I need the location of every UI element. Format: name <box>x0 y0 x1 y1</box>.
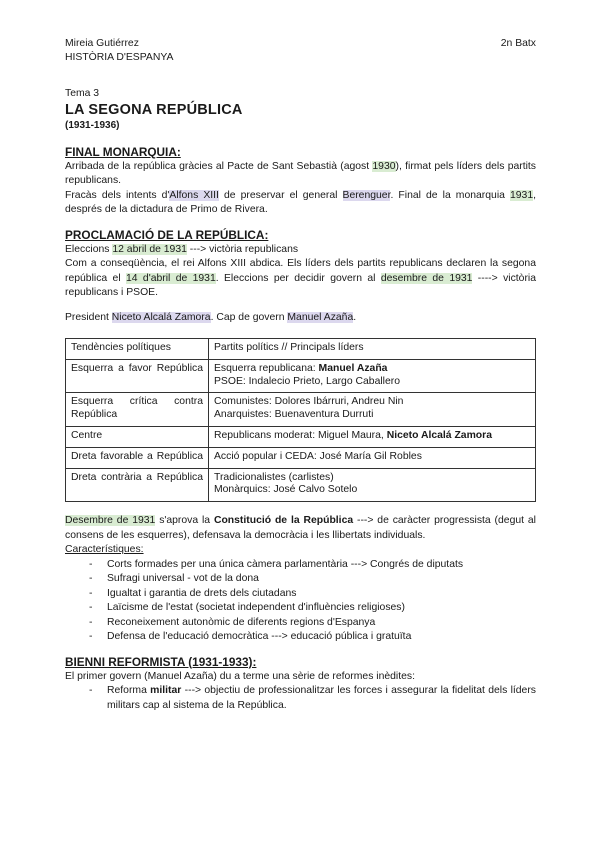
list-item: - Sufragi universal - vot de la dona <box>65 572 536 587</box>
list-item: - Igualtat i garantia de drets dels ciutadans <box>65 587 536 602</box>
tema-label: Tema 3 <box>65 88 100 99</box>
list-item: - Reforma militar ---> objectiu de professionalitzar les forces i assegurar la fidelitat dels líders militars cap al sistema de la República. <box>65 684 536 713</box>
paragraph-pacte: Arribada de la república gràcies al Pacte de Sant Sebastià (agost 1930), firmat pels líders dels partits republicans. <box>65 160 536 186</box>
line-president: President Niceto Alcalá Zamora. Cap de govern Manuel Azaña. <box>65 311 357 323</box>
line-eleccions: Eleccions 12 abril de 1931 ---> victòria republicans <box>65 243 299 255</box>
table-row <box>66 468 536 502</box>
course-label: 2n Batx <box>500 38 536 49</box>
table-header-row <box>66 339 536 360</box>
table-cell: Dreta contrària a República <box>66 468 209 502</box>
page-title: LA SEGONA REPÚBLICA <box>65 101 243 118</box>
title-years: (1931-1936) <box>65 119 120 131</box>
reforms-list <box>65 684 536 713</box>
heading-bienni: BIENNI REFORMISTA (1931-1933): <box>65 654 257 669</box>
table-header-cell: Tendències polítiques <box>66 339 209 360</box>
document-page <box>65 37 536 713</box>
author-name: Mireia Gutiérrez <box>65 38 139 49</box>
table-cell: Esquerra a favor República <box>66 359 209 393</box>
parties-table <box>65 338 536 502</box>
list-item: - Laïcisme de l'estat (societat independent d'influències religioses) <box>65 601 536 616</box>
table-cell: Tradicionalistes (carlistes) Monàrquics: José Calvo Sotelo <box>209 468 536 502</box>
table-cell: Dreta favorable a República <box>66 447 209 468</box>
table-cell: Republicans moderat: Miguel Maura, Niceto Alcalá Zamora <box>209 426 536 447</box>
features-list <box>65 558 536 645</box>
table-header-cell: Partits polítics // Principals líders <box>209 339 536 360</box>
heading-final-monarquia: FINAL MONARQUIA: <box>65 144 181 159</box>
subject-name: HISTÒRIA D'ESPANYA <box>65 52 174 63</box>
table-cell: Acció popular i CEDA: José María Gil Robles <box>209 447 536 468</box>
table-row <box>66 447 536 468</box>
table-row <box>66 393 536 427</box>
paragraph-fracas: Fracàs dels intents d'Alfons XIII de preservar el general Berenguer. Final de la monarquia 1931, després de la dictadura de Primo de Rivera. <box>65 189 536 215</box>
table-cell: Esquerra crítica contra República <box>66 393 209 427</box>
paragraph-constitucio: Desembre de 1931 s'aprova la Constitució de la República ---> de caràcter progressista (degut al consens de les esquerres), defensava la democràcia i les llibertats individuals. <box>65 515 536 541</box>
paragraph-bienni-intro: El primer govern (Manuel Azaña) du a terme una sèrie de reformes inèdites: <box>65 670 415 682</box>
table-cell: Comunistes: Dolores Ibárruri, Andreu Nin Anarquistes: Buenaventura Durruti <box>209 393 536 427</box>
heading-proclamacio: PROCLAMACIÓ DE LA REPÚBLICA: <box>65 227 269 242</box>
list-item: - Reconeixement autonòmic de diferents regions d'Espanya <box>65 616 536 631</box>
list-item: - Defensa de l'educació democràtica ---> educació pública i gratuïta <box>65 630 536 645</box>
page-header <box>65 37 536 65</box>
paragraph-abdicacio: Com a conseqüència, el rei Alfons XIII abdica. Els líders dels partits republicans declaren la segona república el 14 d'abril de 1931. Eleccions per decidir govern al desembre de 1931 ----> victòria republicans i PSOE. <box>65 258 536 298</box>
table-cell: Centre <box>66 426 209 447</box>
table-row <box>66 426 536 447</box>
list-item: - Corts formades per una única càmera parlamentària ---> Congrés de diputats <box>65 558 536 573</box>
caracteristiques-label: Característiques: <box>65 544 144 556</box>
table-cell: Esquerra republicana: Manuel Azaña PSOE: Indalecio Prieto, Largo Caballero <box>209 359 536 393</box>
table-row <box>66 359 536 393</box>
